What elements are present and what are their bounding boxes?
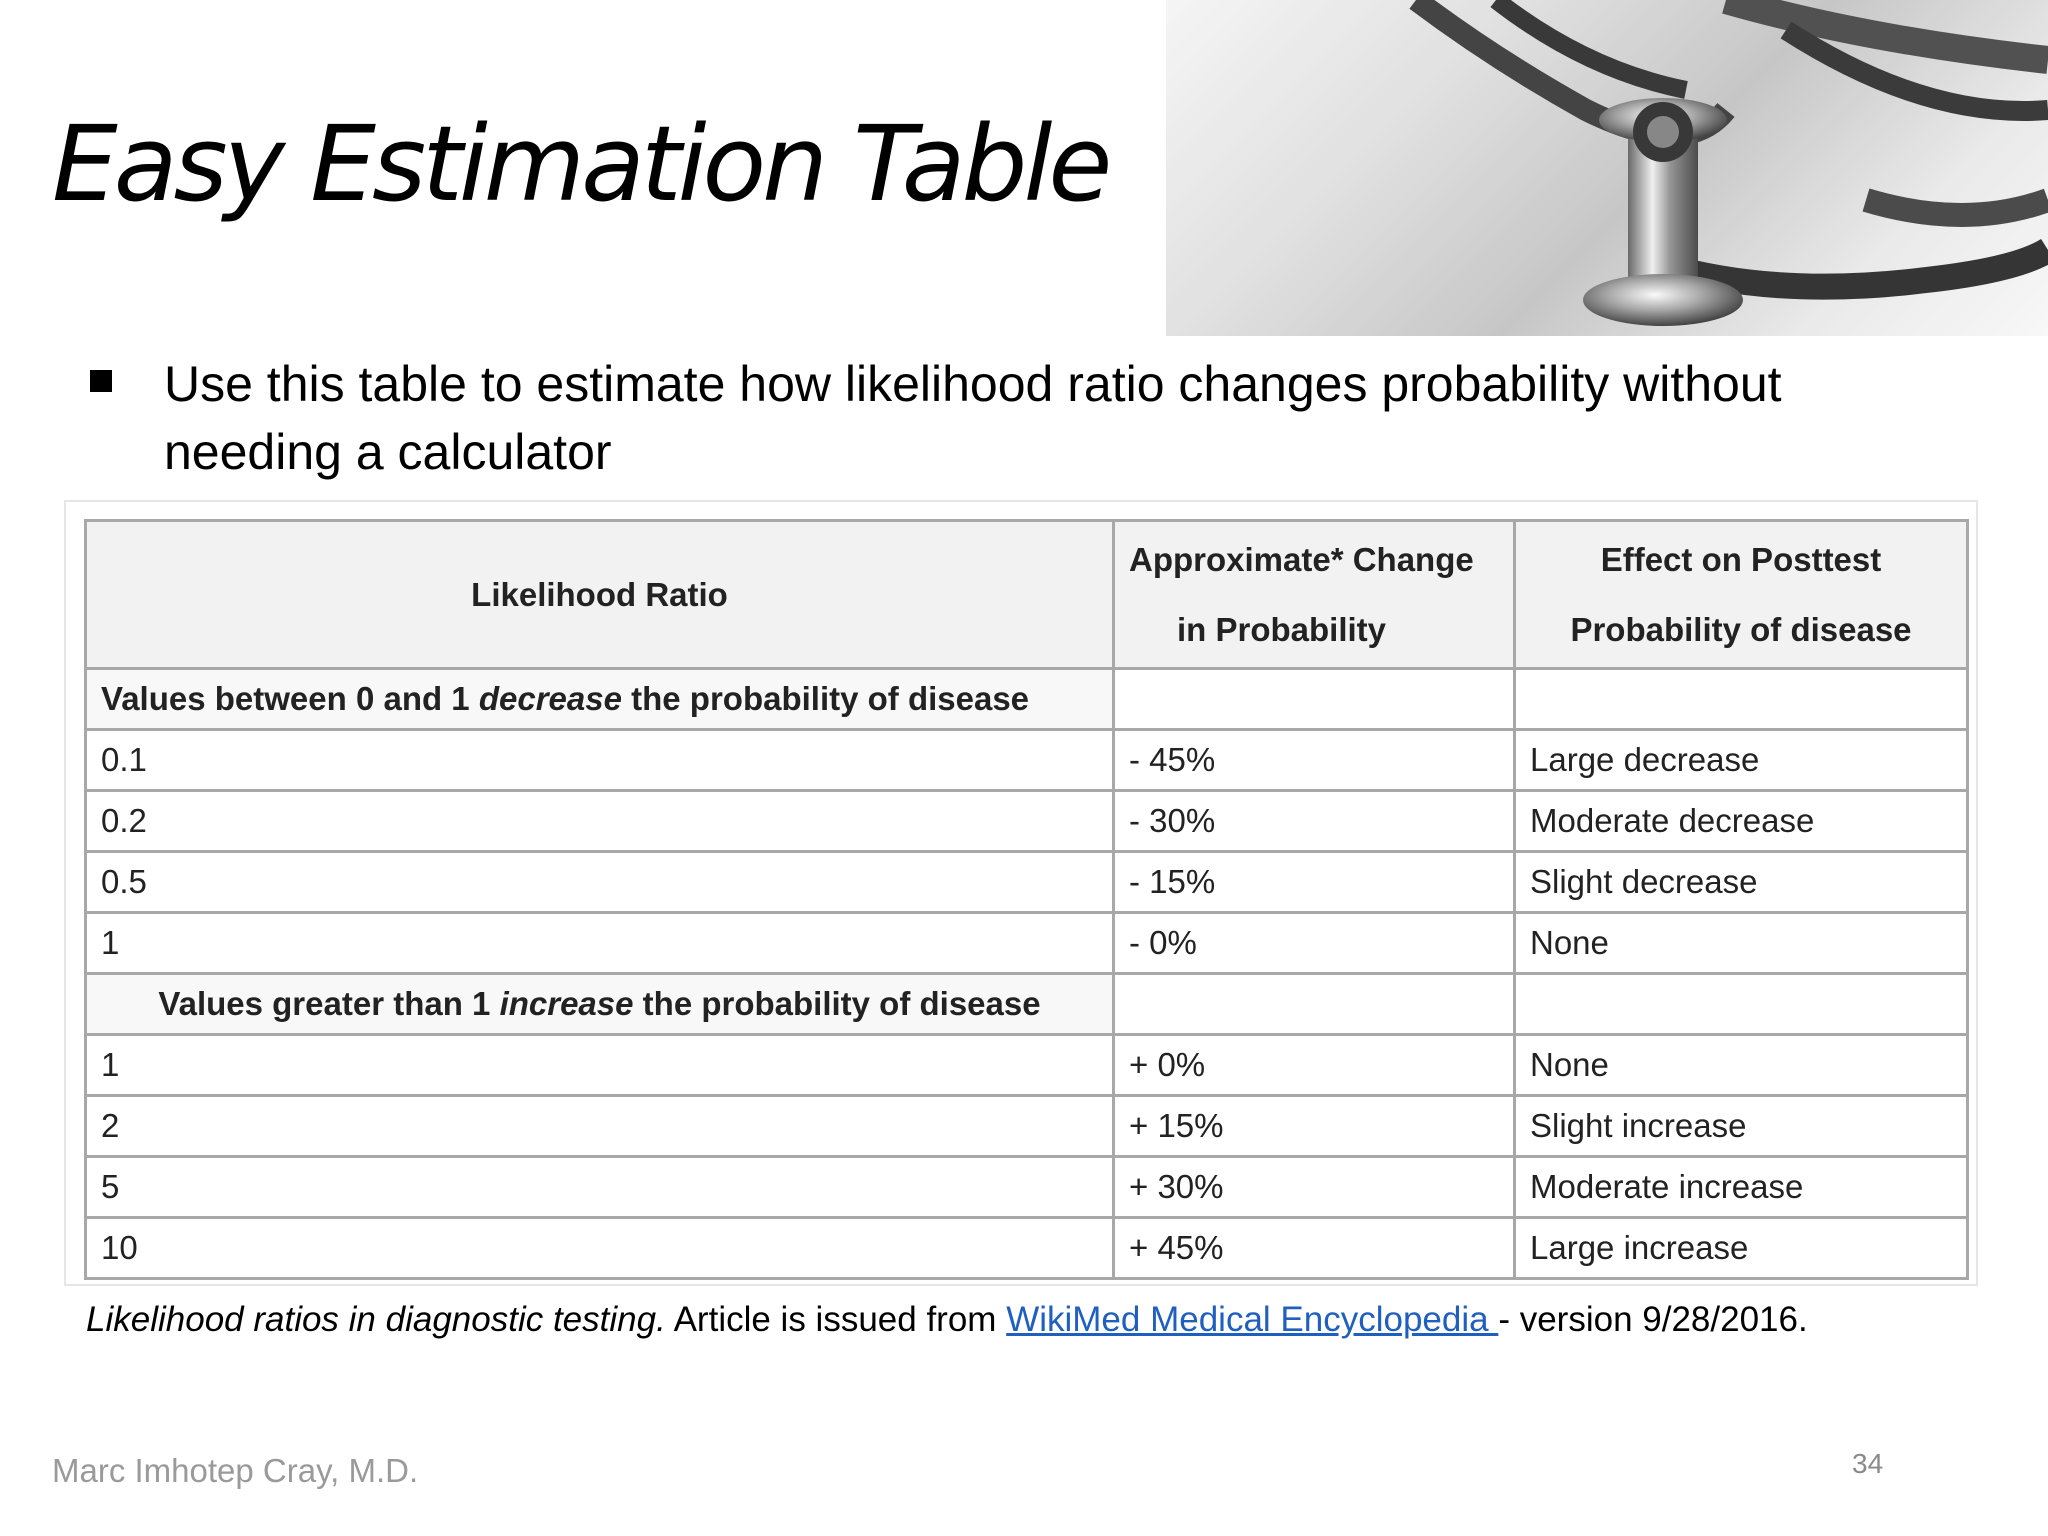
table-row (86, 1157, 1968, 1218)
wikimed-link[interactable]: WikiMed Medical Encyclopedia (1006, 1300, 1499, 1339)
author-footer: Marc Imhotep Cray, M.D. (52, 1452, 419, 1489)
change-value: + 15% (1114, 1096, 1515, 1157)
effect-value: Large decrease (1515, 730, 1968, 791)
effect-value: Slight increase (1515, 1096, 1968, 1157)
empty-cell (1515, 974, 1968, 1035)
square-bullet-icon (90, 370, 112, 392)
citation-suffix: - version 9/28/2016. (1498, 1300, 1808, 1339)
table-row (86, 730, 1968, 791)
section-increase-post: the probability of disease (633, 985, 1041, 1022)
empty-cell (1114, 669, 1515, 730)
section-increase-pre: Values greater than 1 (158, 985, 500, 1022)
lr-value: 1 (86, 913, 1114, 974)
effect-value: None (1515, 1035, 1968, 1096)
empty-cell (1515, 669, 1968, 730)
section-row-increase (86, 974, 1968, 1035)
effect-value: Moderate decrease (1515, 791, 1968, 852)
section-decrease-emph: decrease (478, 680, 622, 717)
table-row (86, 913, 1968, 974)
change-value: + 45% (1114, 1218, 1515, 1279)
change-value: - 45% (1114, 730, 1515, 791)
header-row (86, 521, 1968, 669)
lr-value: 10 (86, 1218, 1114, 1279)
effect-value: Large increase (1515, 1218, 1968, 1279)
header-effect-posttest (1515, 521, 1968, 669)
header-effect-line2: Probability of disease (1570, 610, 1912, 648)
header-likelihood-ratio: Likelihood Ratio (86, 521, 1114, 669)
section-row-decrease (86, 669, 1968, 730)
change-value: + 0% (1114, 1035, 1515, 1096)
header-approximate-change (1114, 521, 1515, 669)
lr-value: 0.1 (86, 730, 1114, 791)
lr-value: 0.5 (86, 852, 1114, 913)
citation-footnote (86, 1300, 1808, 1340)
header-change-line2: in Probability (1177, 610, 1387, 648)
effect-value: Slight decrease (1515, 852, 1968, 913)
table-row (86, 791, 1968, 852)
table-row (86, 852, 1968, 913)
effect-value: Moderate increase (1515, 1157, 1968, 1218)
change-value: - 15% (1114, 852, 1515, 913)
header-change-line1: Approximate* Change (1129, 540, 1474, 578)
lr-value: 0.2 (86, 791, 1114, 852)
section-label-decrease (86, 669, 1114, 730)
bullet-text: Use this table to estimate how likelihood ratio changes probability without needing a calculator (164, 356, 1782, 480)
change-value: - 0% (1114, 913, 1515, 974)
table-row (86, 1035, 1968, 1096)
stethoscope-photo (1166, 0, 2048, 336)
section-increase-emph: increase (499, 985, 634, 1022)
header-effect-line1: Effect on Posttest (1600, 540, 1882, 578)
estimation-table (84, 519, 1969, 1280)
lr-value: 2 (86, 1096, 1114, 1157)
stethoscope-illustration (1166, 0, 2048, 336)
effect-value: None (1515, 913, 1968, 974)
section-decrease-post: the probability of disease (621, 680, 1030, 717)
table-row (86, 1096, 1968, 1157)
citation-middle: Article is issued from (665, 1300, 1007, 1339)
lr-value: 1 (86, 1035, 1114, 1096)
slide-title: Easy Estimation Table (52, 103, 1109, 225)
section-decrease-pre: Values between 0 and 1 (101, 680, 479, 717)
citation-title: Likelihood ratios in diagnostic testing. (86, 1300, 666, 1339)
change-value: + 30% (1114, 1157, 1515, 1218)
lr-value: 5 (86, 1157, 1114, 1218)
change-value: - 30% (1114, 791, 1515, 852)
empty-cell (1114, 974, 1515, 1035)
page-number: 34 (1852, 1448, 1884, 1479)
table-row (86, 1218, 1968, 1279)
section-label-increase (86, 974, 1114, 1035)
